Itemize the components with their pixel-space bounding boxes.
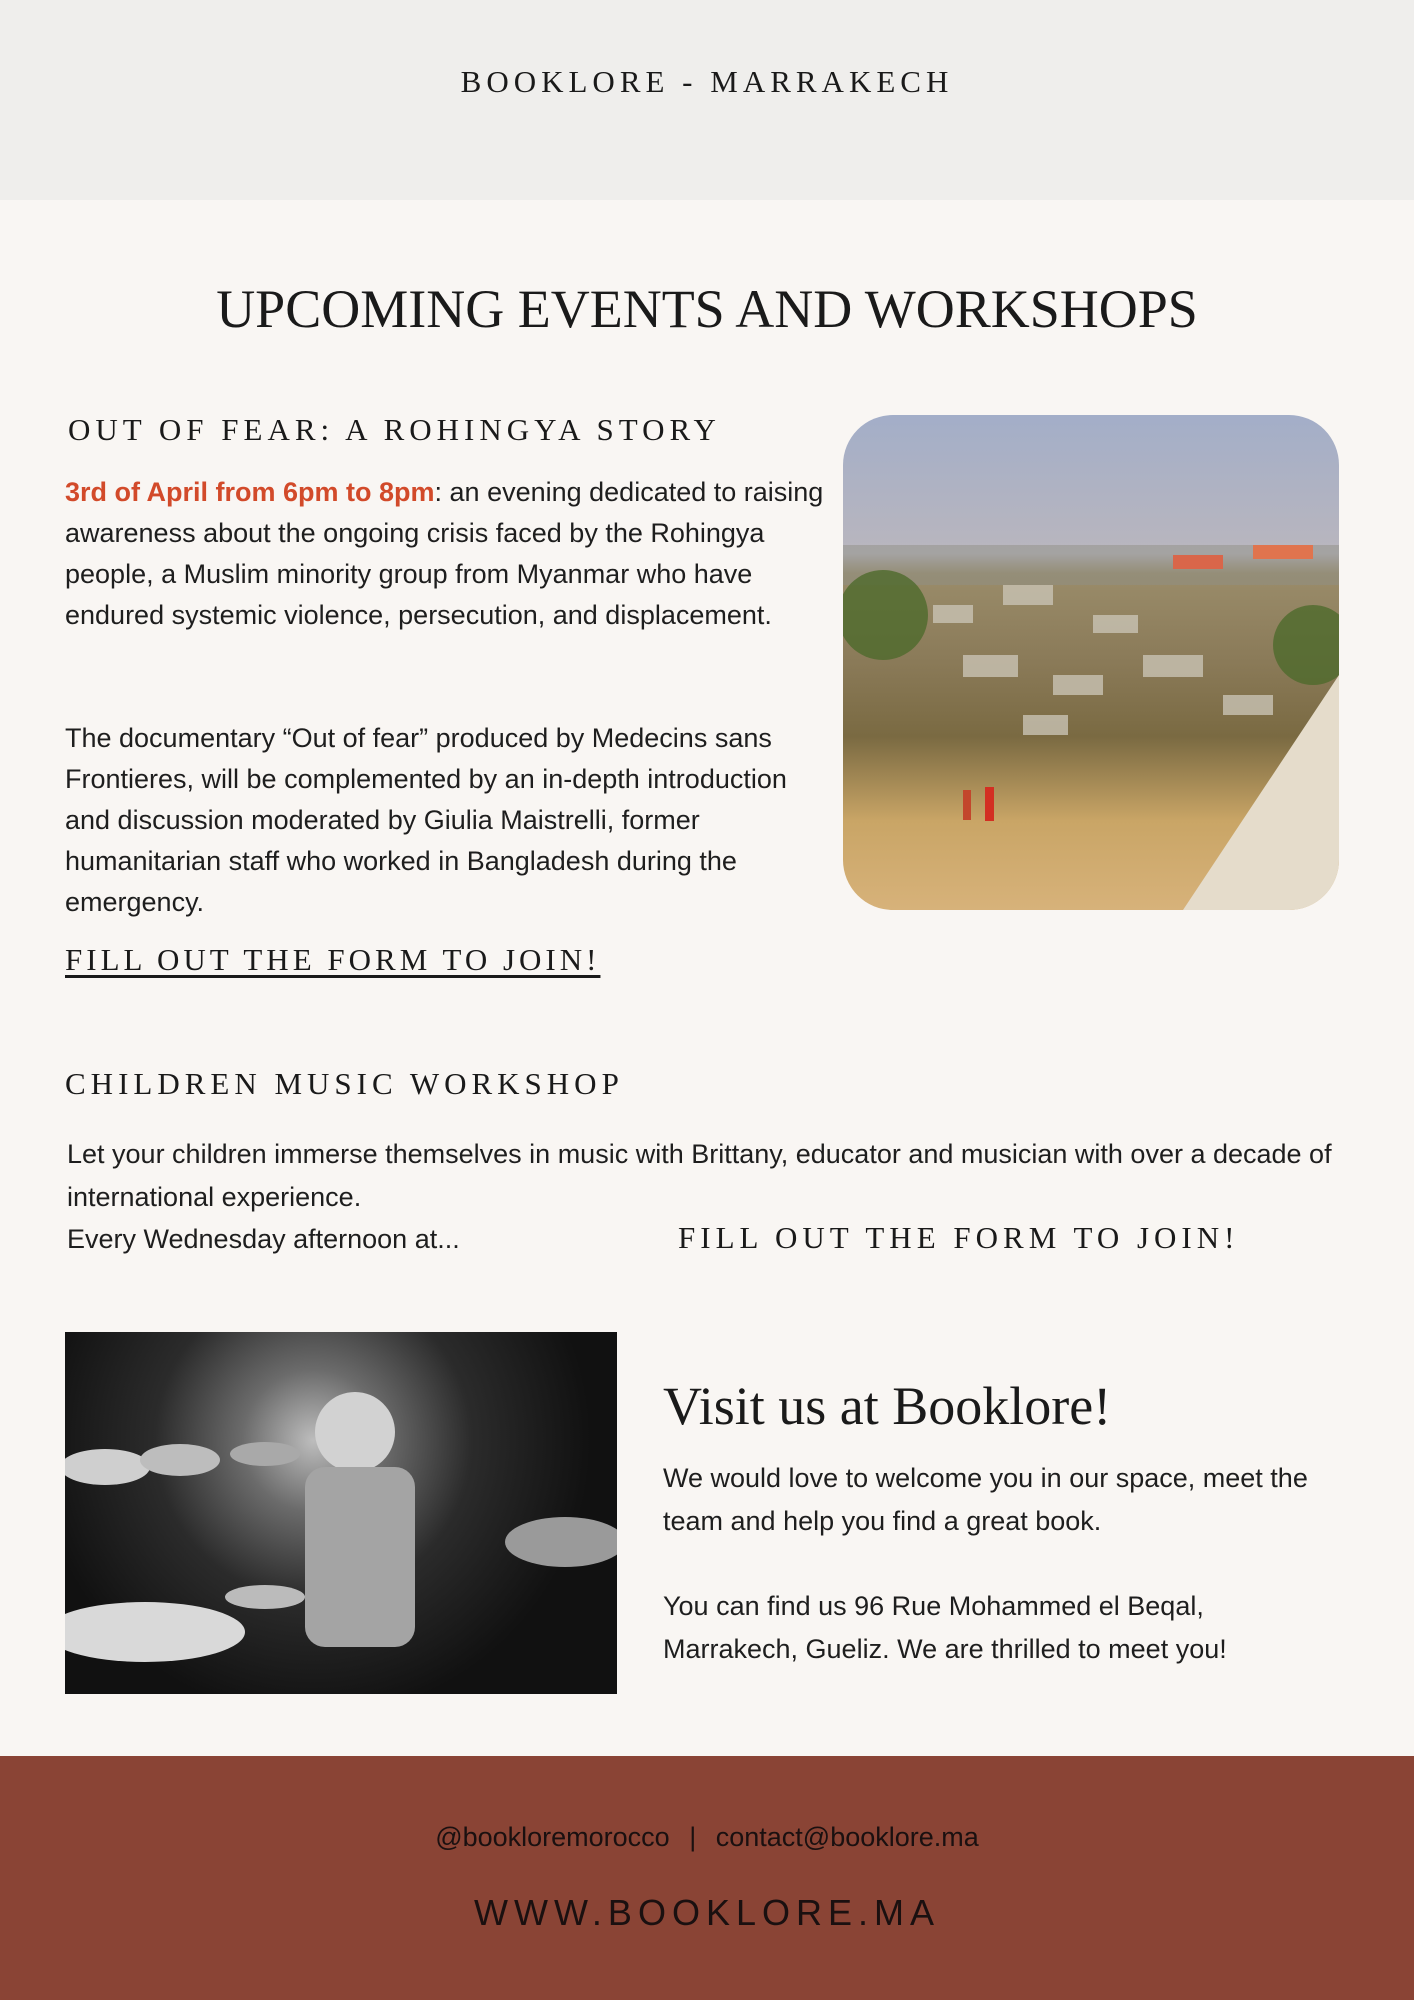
page-title: UPCOMING EVENTS AND WORKSHOPS (216, 279, 1198, 339)
camp-photo-illustration (843, 415, 1339, 910)
header-band (0, 0, 1414, 200)
visit-welcome-text: We would love to welcome you in our space, meet the team and help you find a great book. (663, 1463, 1308, 1536)
drum-photo-illustration (65, 1332, 617, 1694)
event-details: The documentary “Out of fear” produced by Medecins sans Frontieres, will be complemented by an in-depth introduction and discussion moderated by Giulia Maistrelli, former humanitarian staff who worked in Bangladesh during the emergency. (65, 723, 787, 917)
event-intro: : an evening dedicated to raising awareness about the ongoing crisis faced by the Rohingya people, a Muslim minority group from Myanmar who have endured systemic violence, persecution, and displacement. (65, 477, 824, 630)
footer (0, 1756, 1414, 2000)
footer-contacts (0, 1822, 1414, 1853)
join-form-link-music[interactable]: FILL OUT THE FORM TO JOIN! (678, 1220, 1240, 1255)
refugee-camp-photo (843, 415, 1339, 910)
website-link[interactable]: WWW.BOOKLORE.MA (473, 1892, 940, 1933)
workshop-schedule: Every Wednesday afternoon at... (67, 1224, 460, 1254)
event-date: 3rd of April from 6pm to 8pm (65, 477, 435, 507)
visit-address-text: You can find us 96 Rue Mohammed el Beqal, Marrakech, Gueliz. We are thrilled to meet you! (663, 1591, 1227, 1664)
event-title-music-workshop: CHILDREN MUSIC WORKSHOP (65, 1066, 624, 1101)
event-title-rohingya: OUT OF FEAR: A ROHINGYA STORY (68, 412, 721, 447)
workshop-description: Let your children immerse themselves in music with Brittany, educator and musician with over a decade of international experience. (67, 1139, 1332, 1212)
instagram-handle-link[interactable]: @bookloremorocco (435, 1822, 670, 1852)
visit-title: Visit us at Booklore! (663, 1376, 1112, 1436)
child-drumming-photo (65, 1332, 617, 1694)
join-form-link-rohingya[interactable]: FILL OUT THE FORM TO JOIN! (65, 942, 601, 977)
email-link[interactable]: contact@booklore.ma (715, 1822, 979, 1852)
brand-title: BOOKLORE - MARRAKECH (460, 64, 954, 99)
separator: | (689, 1822, 697, 1852)
event-description (65, 472, 825, 636)
